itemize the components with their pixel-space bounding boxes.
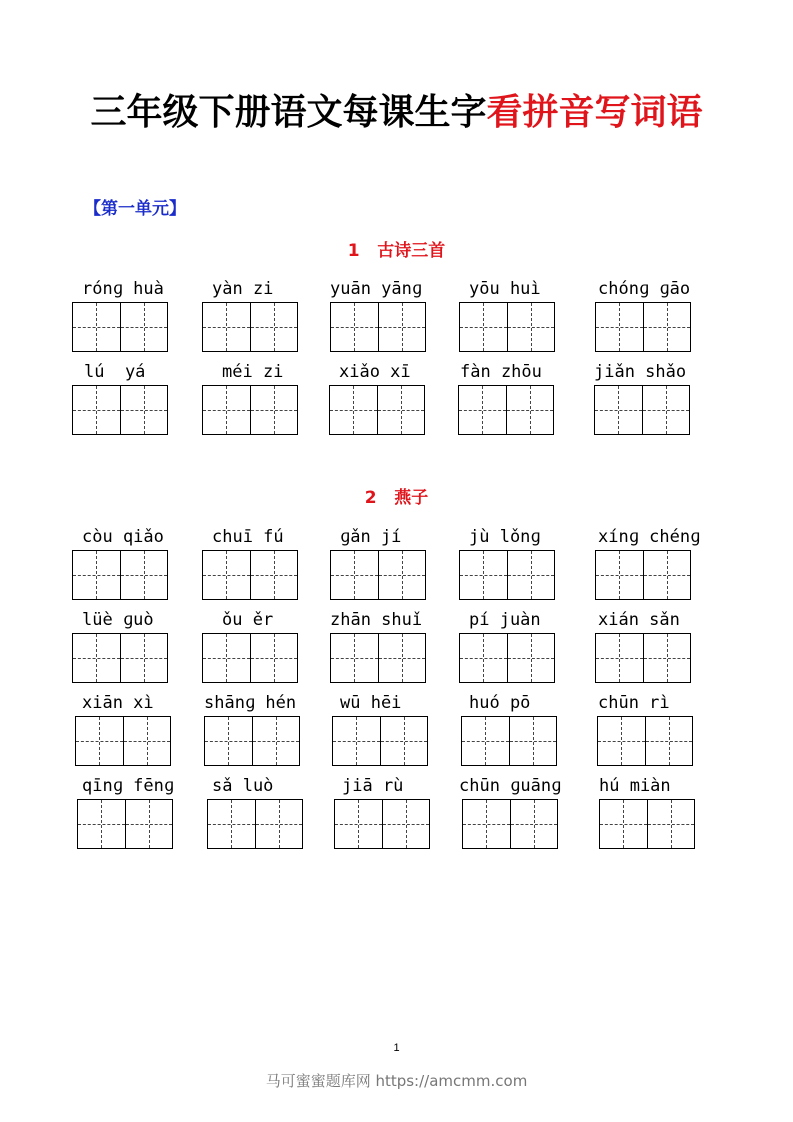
word-item <box>594 362 724 435</box>
pinyin: méi zi <box>222 362 284 382</box>
writing-grid[interactable] <box>462 799 558 849</box>
pinyin: xínɡ chénɡ <box>598 527 701 547</box>
title-highlight: 看拼音写词语 <box>486 91 703 133</box>
word-item <box>207 776 337 849</box>
writing-grid[interactable] <box>330 633 426 683</box>
writing-grid[interactable] <box>459 633 555 683</box>
writing-grid[interactable] <box>77 799 173 849</box>
word-item <box>202 279 332 352</box>
word-item <box>72 362 202 435</box>
word-item <box>72 279 202 352</box>
writing-grid[interactable] <box>459 302 555 352</box>
writing-grid[interactable] <box>75 716 171 766</box>
page-title <box>0 84 793 135</box>
word-item <box>334 776 464 849</box>
lesson-2-title: 2 燕子 <box>364 488 429 508</box>
word-item <box>204 693 334 766</box>
word-item <box>77 776 207 849</box>
pinyin: fàn zhōu <box>460 362 542 382</box>
word-item <box>75 693 205 766</box>
writing-grid[interactable] <box>330 302 426 352</box>
writing-grid[interactable] <box>597 716 693 766</box>
word-item <box>599 776 729 849</box>
pinyin: chónɡ ɡāo <box>598 279 691 299</box>
word-item <box>72 527 202 600</box>
writing-grid[interactable] <box>595 550 691 600</box>
pinyin: yuān yānɡ <box>330 279 423 299</box>
pinyin: sǎ luò <box>212 776 274 796</box>
writing-grid[interactable] <box>202 302 298 352</box>
writing-grid[interactable] <box>458 385 554 435</box>
word-item <box>461 693 591 766</box>
pinyin: lú yá <box>84 362 146 382</box>
word-item <box>202 362 332 435</box>
pinyin: lüè ɡuò <box>82 610 154 630</box>
writing-grid[interactable] <box>334 799 430 849</box>
word-item <box>330 279 460 352</box>
word-item <box>595 527 725 600</box>
pinyin: xián sǎn <box>598 610 680 630</box>
pinyin: qīnɡ fēnɡ <box>82 776 175 796</box>
word-item <box>202 610 332 683</box>
lesson-1-title: 1 古诗三首 <box>347 241 446 261</box>
word-item <box>332 693 462 766</box>
word-item <box>72 610 202 683</box>
writing-grid[interactable] <box>599 799 695 849</box>
pinyin: chūn ɡuānɡ <box>459 776 562 796</box>
writing-grid[interactable] <box>459 550 555 600</box>
word-item <box>459 776 592 849</box>
writing-grid[interactable] <box>595 302 691 352</box>
pinyin: xiān xì <box>82 693 154 713</box>
pinyin: chūn rì <box>598 693 670 713</box>
word-item <box>330 610 460 683</box>
writing-grid[interactable] <box>202 550 298 600</box>
pinyin: rónɡ huà <box>82 279 164 299</box>
pinyin: còu qiǎo <box>82 527 164 547</box>
word-item <box>595 610 725 683</box>
writing-grid[interactable] <box>202 633 298 683</box>
writing-grid[interactable] <box>202 385 298 435</box>
word-item <box>595 279 725 352</box>
writing-grid[interactable] <box>72 550 168 600</box>
pinyin: hú miàn <box>599 776 671 796</box>
pinyin: ɡǎn jí <box>340 527 402 547</box>
pinyin: yōu huì <box>469 279 541 299</box>
pinyin: xiǎo xī <box>339 362 411 382</box>
writing-grid[interactable] <box>207 799 303 849</box>
word-item <box>597 693 727 766</box>
writing-grid[interactable] <box>461 716 557 766</box>
writing-grid[interactable] <box>72 633 168 683</box>
pinyin: jiā rù <box>342 776 404 796</box>
pinyin: wū hēi <box>340 693 402 713</box>
pinyin: shānɡ hén <box>204 693 297 713</box>
writing-grid[interactable] <box>72 385 168 435</box>
footer-watermark: 马可蜜蜜题库网 https://amcmm.com <box>265 1072 528 1090</box>
word-item <box>459 527 589 600</box>
writing-grid[interactable] <box>204 716 300 766</box>
pinyin: jù lǒnɡ <box>469 527 541 547</box>
word-item <box>329 362 459 435</box>
writing-grid[interactable] <box>332 716 428 766</box>
pinyin: zhān shuǐ <box>330 610 423 630</box>
title-main: 三年级下册语文每课生字 <box>90 91 487 133</box>
writing-grid[interactable] <box>72 302 168 352</box>
word-item <box>459 610 589 683</box>
writing-grid[interactable] <box>330 550 426 600</box>
word-item <box>458 362 588 435</box>
pinyin: jiǎn shǎo <box>594 362 687 382</box>
page-number: 1 <box>393 1042 400 1054</box>
unit-heading: 【第一单元】 <box>84 199 186 219</box>
pinyin: ǒu ěr <box>222 610 274 630</box>
pinyin: pí juàn <box>469 610 541 630</box>
word-item <box>202 527 332 600</box>
word-item <box>459 279 589 352</box>
pinyin: huó pō <box>469 693 531 713</box>
pinyin: yàn zi <box>212 279 274 299</box>
pinyin: chuī fú <box>212 527 284 547</box>
word-item <box>330 527 460 600</box>
writing-grid[interactable] <box>594 385 690 435</box>
writing-grid[interactable] <box>595 633 691 683</box>
writing-grid[interactable] <box>329 385 425 435</box>
